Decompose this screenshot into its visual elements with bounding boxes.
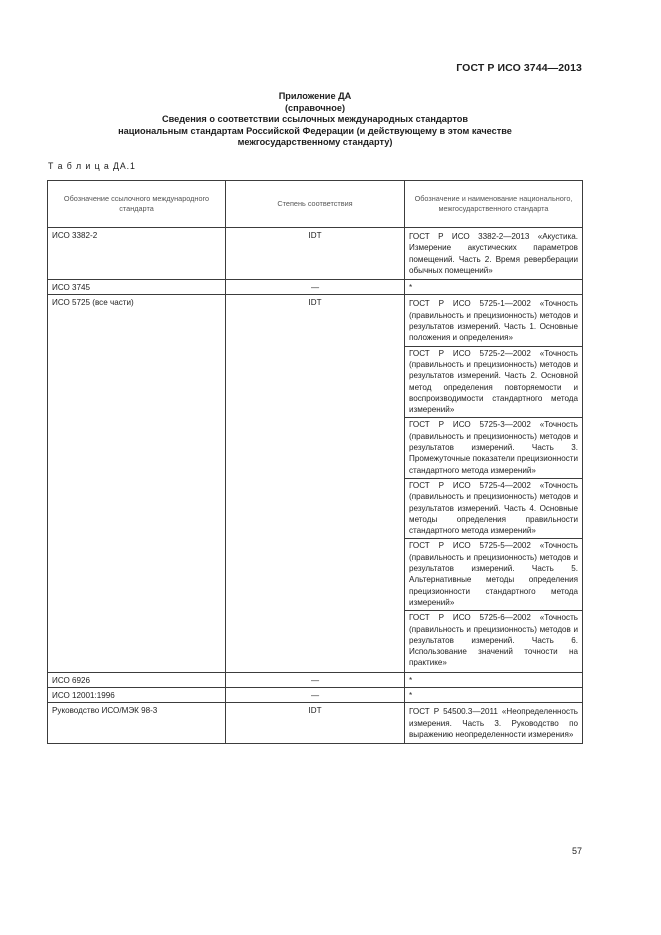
national-standard-entry: ГОСТ Р ИСО 5725-2—2002 «Точность (правильность и прецизионность) методов и результатов измерений. Часть 2. Основной метод определения повторяемости и воспроизводимости стандартного метода измерений» [405, 346, 582, 418]
document-id: ГОСТ Р ИСО 3744—2013 [456, 62, 582, 74]
national-standard-entry: ГОСТ Р 54500.3—2011 «Неопределенность измерения. Часть 3. Руководство по выражению неопределенности измерения» [409, 707, 578, 739]
appendix-subject-line-3: межгосударственному стандарту) [237, 137, 393, 148]
appendix-subject-line-2: национальным стандартам Российской Федерации (и действующему в этом качестве [118, 125, 512, 136]
table-caption: Т а б л и ц а ДА.1 [48, 161, 136, 171]
cell-degree: IDT [226, 703, 405, 744]
appendix-subject-line-1: Сведения о соответствии ссылочных международных стандартов [162, 114, 468, 125]
national-standard-entry: ГОСТ Р ИСО 5725-5—2002 «Точность (правильность и прецизионность) методов и результатов измерений. Часть 5. Альтернативные методы определения прецизионности стандартного метода измерений» [405, 538, 582, 610]
table-row [48, 703, 583, 744]
national-standard-entry: ГОСТ Р ИСО 5725-4—2002 «Точность (правильность и прецизионность) методов и результатов измерений. Часть 4. Основные методы определения правильности стандартного метода измерений» [405, 478, 582, 538]
table-row [48, 295, 583, 672]
cell-national: * [405, 280, 583, 295]
table-header-row [48, 181, 583, 228]
national-standard-entry: ГОСТ Р ИСО 5725-1—2002 «Точность (правильность и прецизионность) методов и результатов измерений. Часть 1. Основные положения и определения» [409, 299, 578, 343]
cell-national: * [405, 687, 583, 702]
appendix-heading [48, 91, 582, 149]
appendix-title: Приложение ДА [278, 91, 352, 101]
cell-national [405, 295, 583, 672]
cell-degree: — [226, 280, 405, 295]
page-number: 57 [571, 846, 582, 856]
column-header-national: Обозначение и наименование национального, межгосударственного стандарта [405, 181, 583, 228]
column-header-international: Обозначение ссылочного международного стандарта [48, 181, 226, 228]
table-row [48, 280, 583, 295]
correspondence-table [47, 180, 583, 744]
cell-standard: ИСО 3382-2 [48, 228, 226, 280]
cell-standard: ИСО 6926 [48, 672, 226, 687]
cell-standard: ИСО 5725 (все части) [48, 295, 226, 672]
table-row [48, 672, 583, 687]
appendix-status: (справочное) [284, 102, 345, 113]
cell-standard: Руководство ИСО/МЭК 98-3 [48, 703, 226, 744]
cell-national: * [405, 672, 583, 687]
cell-national [405, 228, 583, 280]
cell-standard: ИСО 3745 [48, 280, 226, 295]
cell-degree: IDT [226, 228, 405, 280]
cell-degree: — [226, 687, 405, 702]
table-row [48, 228, 583, 280]
national-standard-entry: ГОСТ Р ИСО 5725-6—2002 «Точность (правильность и прецизионность) методов и результатов измерений. Часть 6. Использование значений точности на практике» [405, 610, 582, 670]
national-standard-entry: ГОСТ Р ИСО 3382-2—2013 «Акустика. Измерение акустических параметров помещений. Часть 2. Время реверберации обычных помещений» [409, 232, 578, 275]
column-header-degree: Степень соответствия [226, 181, 405, 228]
cell-degree: IDT [226, 295, 405, 672]
cell-standard: ИСО 12001:1996 [48, 687, 226, 702]
national-standard-entry: ГОСТ Р ИСО 5725-3—2002 «Точность (правильность и прецизионность) методов и результатов измерений. Часть 3. Промежуточные показатели прецизионности стандартного метода измерений» [405, 417, 582, 477]
table-row [48, 687, 583, 702]
cell-degree: — [226, 672, 405, 687]
cell-national [405, 703, 583, 744]
